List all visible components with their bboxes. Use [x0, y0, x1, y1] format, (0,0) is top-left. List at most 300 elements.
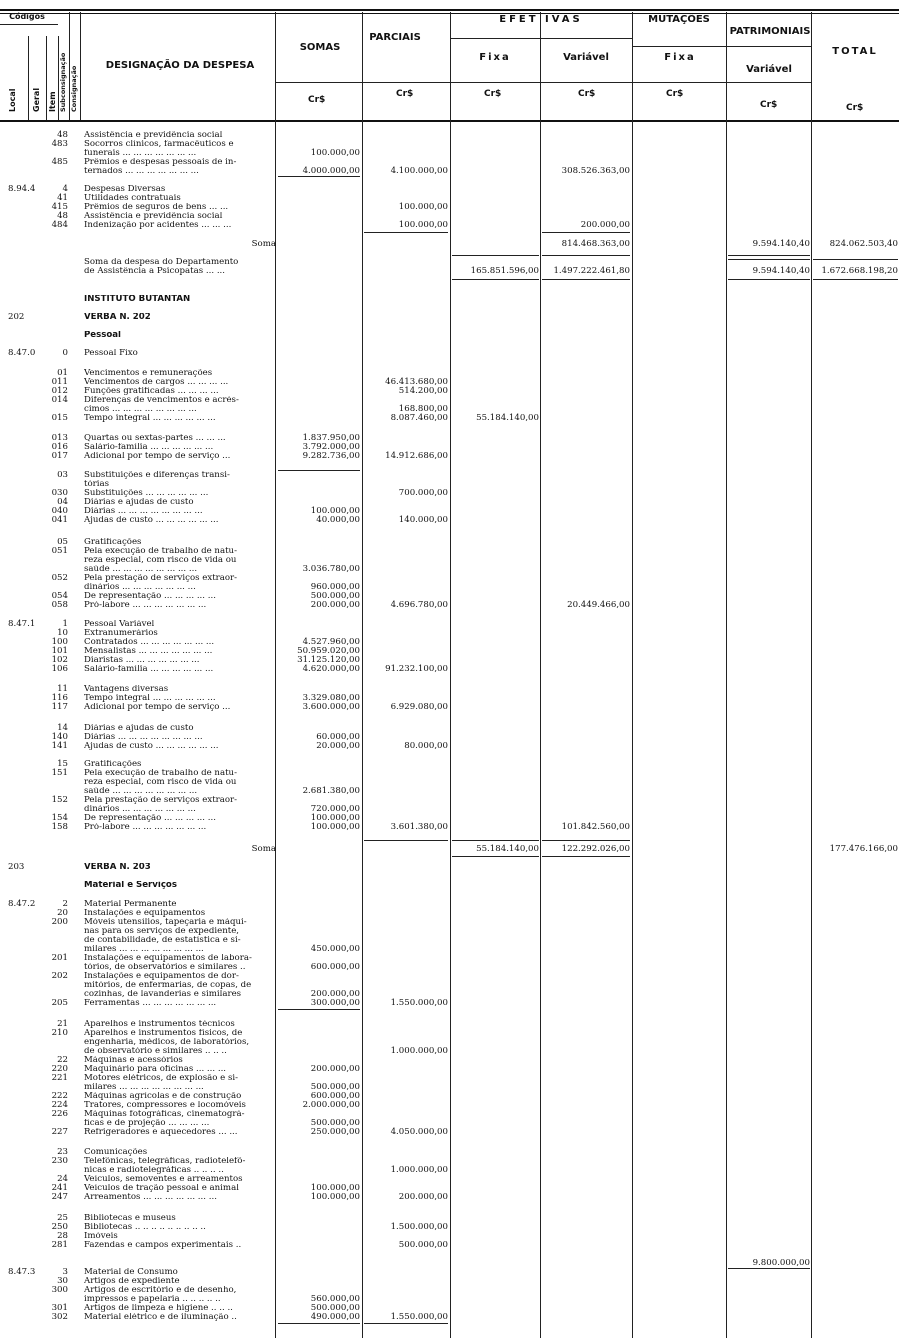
table-row	[0, 480, 899, 489]
description: Diárias ... ... ... ... ... ... ... ...	[84, 733, 203, 742]
code-item: 415	[51, 202, 68, 212]
mutacoes-header: MUTAÇÕES	[648, 14, 710, 25]
table-row	[0, 140, 899, 149]
description: dinários ... ... ... ... ... ... ...	[84, 583, 196, 592]
table-row	[0, 405, 899, 414]
code-item: 226	[51, 1109, 68, 1119]
code-item: 11	[57, 684, 68, 694]
description: Pela prestação de serviços extraor-	[84, 796, 238, 805]
code-item: 21	[57, 1019, 68, 1029]
description: reza especial, com risco de vida ou	[84, 778, 237, 787]
value-parciais: 200.000,00	[398, 1192, 448, 1202]
code-item: 116	[51, 693, 68, 703]
description: Diárias e ajudas de custo	[84, 724, 194, 733]
table-row	[0, 629, 899, 638]
description: Ajudas de custo ... ... ... ... ... ...	[84, 516, 219, 525]
code-item: 41	[57, 193, 68, 203]
subtotal-rule	[542, 840, 630, 841]
table-row	[0, 1065, 899, 1074]
efet-variavel-header: Variável	[563, 52, 609, 63]
table-row	[0, 805, 899, 814]
table-row	[0, 149, 899, 158]
code-item: 24	[57, 1174, 68, 1184]
code-item: 2	[62, 899, 68, 909]
value-efetiva-variavel: 200.000,00	[580, 220, 630, 230]
description: de contabilidade, de estatística e si-	[84, 936, 241, 945]
code-item: 484	[51, 220, 68, 230]
description: de Assistência a Psicopatas ... ...	[84, 267, 226, 276]
table-row	[0, 1193, 899, 1202]
value-efetiva-fixa: 165.851.596,00	[470, 266, 539, 276]
description: Refrigeradores e aquecedores ... ...	[84, 1128, 238, 1137]
table-row	[0, 295, 899, 304]
description: Pessoal	[84, 331, 122, 340]
code-item: 281	[51, 1240, 68, 1250]
description: Quartas ou sextas-partes ... ... ...	[84, 434, 226, 443]
code-col-line	[80, 12, 81, 120]
code-item: 013	[51, 433, 68, 443]
value-mutacao-variavel: 9.594.140,40	[752, 266, 810, 276]
table-row	[0, 918, 899, 927]
code-item: 210	[51, 1028, 68, 1038]
patrimoniais-header: PATRIMONIAIS	[729, 26, 811, 37]
code-item: 485	[51, 157, 68, 167]
description: saúde ... ... ... ... ... ... ... ...	[84, 787, 198, 796]
table-row	[0, 927, 899, 936]
cod-subconsignacao: Subconsignação	[59, 52, 67, 112]
table-row	[0, 733, 899, 742]
somas-header: SOMAS	[299, 42, 341, 53]
currency-parciais: Cr$	[396, 89, 414, 99]
description: Arreamentos ... ... ... ... ... ... ...	[84, 1193, 217, 1202]
description: INSTITUTO BUTANTAN	[84, 295, 191, 304]
value-mutacao-variavel: 9.800.000,00	[752, 1258, 810, 1268]
description: Adicional por tempo de serviço ...	[84, 703, 231, 712]
code-item: 201	[51, 953, 68, 963]
total-header: TOTAL	[832, 46, 878, 57]
subtotal-rule	[364, 840, 448, 841]
table-row	[0, 167, 899, 176]
value-somas: 3.792.000,00	[302, 442, 360, 452]
table-row	[0, 1029, 899, 1038]
value-somas: 4.620.000,00	[302, 664, 360, 674]
description: Salário-família ... ... ... ... ... ...	[84, 665, 214, 674]
value-parciais: 168.800,00	[398, 404, 448, 414]
description: Artigos de limpeza e higiene .. .. ..	[84, 1304, 233, 1313]
subtotal-rule	[452, 255, 539, 256]
description: Despesas Diversas	[84, 185, 166, 194]
table-row	[0, 1277, 899, 1286]
table-row	[0, 1313, 899, 1322]
table-row	[0, 331, 899, 340]
table-row	[0, 1157, 899, 1166]
table-row	[0, 349, 899, 358]
cod-item: Item	[48, 91, 57, 112]
description: Pela prestação de serviços extraor-	[84, 574, 238, 583]
value-parciais: 6.929.080,00	[390, 702, 448, 712]
description: De representação ... ... ... ... ...	[84, 814, 216, 823]
code-item: 220	[51, 1064, 68, 1074]
subtotal-rule	[278, 176, 360, 177]
code-item: 03	[57, 470, 68, 480]
value-total: 177.476.166,00	[829, 844, 898, 854]
description: Pessoal Variável	[84, 620, 155, 629]
description: cimos ... ... ... ... ... ... ... ...	[84, 405, 197, 414]
code-item: 227	[51, 1127, 68, 1137]
table-row	[0, 760, 899, 769]
description: Vencimentos e remunerações	[84, 369, 213, 378]
table-row	[0, 694, 899, 703]
table-row	[0, 194, 899, 203]
code-item: 011	[51, 377, 68, 387]
table-row	[0, 267, 899, 276]
code-item: 22	[57, 1055, 68, 1065]
code-item: 01	[57, 368, 68, 378]
code-item: 250	[51, 1222, 68, 1232]
value-somas: 500.000,00	[310, 591, 360, 601]
codigos-rule	[0, 24, 58, 25]
description: Indenização por acidentes ... ... ...	[84, 221, 232, 230]
description: Diferenças de vencimentos e acrés-	[84, 396, 239, 405]
description: milares ... ... ... ... ... ... ... ...	[84, 945, 204, 954]
code-item: 300	[51, 1285, 68, 1295]
top-rule	[0, 9, 899, 11]
subtotal-rule	[542, 255, 630, 256]
currency-rule	[451, 82, 811, 83]
description: impressos e papelaria .. .. .. .. ..	[84, 1295, 221, 1304]
description: Mensalistas ... ... ... ... ... ... ...	[84, 647, 213, 656]
table-row	[0, 656, 899, 665]
description: Soma	[251, 845, 276, 854]
table-row	[0, 592, 899, 601]
code-item: 012	[51, 386, 68, 396]
efetivas-rule	[451, 38, 632, 39]
description: Aparelhos e instrumentos físicos, de	[84, 1029, 243, 1038]
description: mitórios, de enfermarias, de copas, de	[84, 981, 252, 990]
table-row	[0, 778, 899, 787]
code-local: 8.47.1	[8, 619, 36, 629]
description: Gratificações	[84, 538, 142, 547]
description: Tempo integral ... ... ... ... ... ...	[84, 414, 216, 423]
subtotal-rule	[364, 232, 448, 233]
mut-fixa-header: Fixa	[664, 52, 696, 63]
description: Comunicações	[84, 1148, 148, 1157]
table-row	[0, 396, 899, 405]
description: de observatório e similares .. .. ..	[84, 1047, 227, 1056]
efetivas-header: EFET IVAS	[499, 14, 583, 25]
value-somas: 200.000,00	[310, 989, 360, 999]
code-item: 10	[57, 628, 68, 638]
value-somas: 720.000,00	[310, 804, 360, 814]
code-item: 04	[57, 497, 68, 507]
table-row	[0, 387, 899, 396]
code-item: 14	[57, 723, 68, 733]
table-row	[0, 981, 899, 990]
table-row	[0, 1148, 899, 1157]
table-row	[0, 900, 899, 909]
table-row	[0, 945, 899, 954]
code-local: 202	[8, 312, 25, 322]
value-efetiva-variavel: 122.292.026,00	[561, 844, 630, 854]
value-parciais: 700.000,00	[398, 488, 448, 498]
code-item: 141	[51, 741, 68, 751]
code-item: 140	[51, 732, 68, 742]
description: Diárias ... ... ... ... ... ... ... ...	[84, 507, 203, 516]
subtotal-rule	[542, 232, 630, 233]
subtotal-rule	[728, 1268, 810, 1269]
code-item: 241	[51, 1183, 68, 1193]
description: Prêmios de seguros de bens ... ...	[84, 203, 229, 212]
description: Motores elétricos, de explosão e si-	[84, 1074, 239, 1083]
value-mutacao-variavel: 9.594.140,40	[752, 239, 810, 249]
description: Vencimentos de cargos ... ... ... ...	[84, 378, 229, 387]
description: Pró-labore ... ... ... ... ... ... ...	[84, 601, 207, 610]
value-somas: 1.837.950,00	[302, 433, 360, 443]
code-item: 48	[57, 130, 68, 140]
value-parciais: 514.200,00	[398, 386, 448, 396]
value-somas: 100.000,00	[310, 813, 360, 823]
value-somas: 600.000,00	[310, 962, 360, 972]
description: Utilidades contratuais	[84, 194, 181, 203]
description: Artigos de escritório e de desenho,	[84, 1286, 237, 1295]
value-parciais: 8.087.460,00	[390, 413, 448, 423]
code-item: 106	[51, 664, 68, 674]
parciais-rule	[276, 82, 450, 83]
description: Máquinas agrícolas e de construção	[84, 1092, 242, 1101]
mut-variavel-header: Variável	[746, 64, 792, 75]
cod-geral: Geral	[32, 87, 41, 112]
value-total: 824.062.503,40	[829, 239, 898, 249]
table-row	[0, 1223, 899, 1232]
code-item: 202	[51, 971, 68, 981]
currency-efet-variavel: Cr$	[578, 89, 596, 99]
table-row	[0, 203, 899, 212]
description: Soma	[251, 240, 276, 249]
table-row	[0, 814, 899, 823]
table-row	[0, 565, 899, 574]
code-item: 224	[51, 1100, 68, 1110]
value-efetiva-variavel: 20.449.466,00	[567, 600, 630, 610]
description: Máquinas fotográficas, cinematográ-	[84, 1110, 245, 1119]
description: Extranumerários	[84, 629, 158, 638]
description: VERBA N. 202	[84, 313, 151, 322]
code-local: 8.47.3	[8, 1267, 36, 1277]
description: Adicional por tempo de serviço ...	[84, 452, 231, 461]
table-row	[0, 369, 899, 378]
code-item: 247	[51, 1192, 68, 1202]
description: Tempo integral ... ... ... ... ... ...	[84, 694, 216, 703]
value-parciais: 1.000.000,00	[390, 1165, 448, 1175]
code-item: 15	[57, 759, 68, 769]
description: tórios, de observatórios e similares ..	[84, 963, 246, 972]
value-somas: 100.000,00	[310, 506, 360, 516]
table-row	[0, 1074, 899, 1083]
value-somas: 4.000.000,00	[302, 166, 360, 176]
table-row	[0, 647, 899, 656]
code-item: 200	[51, 917, 68, 927]
description: Veículos de tração pessoal e animal	[84, 1184, 239, 1193]
code-item: 3	[62, 1267, 68, 1277]
table-row	[0, 769, 899, 778]
description: milares ... ... ... ... ... ... ... ...	[84, 1083, 204, 1092]
table-row	[0, 1232, 899, 1241]
code-item: 222	[51, 1091, 68, 1101]
subtotal-rule	[542, 279, 630, 280]
value-parciais: 3.601.380,00	[390, 822, 448, 832]
table-row	[0, 881, 899, 890]
value-somas: 100.000,00	[310, 822, 360, 832]
description: Pró-labore ... ... ... ... ... ... ...	[84, 823, 207, 832]
table-row	[0, 556, 899, 565]
value-parciais: 1.500.000,00	[390, 1222, 448, 1232]
description: Material e Serviços	[84, 881, 177, 890]
description: Ferramentas ... ... ... ... ... ... ...	[84, 999, 217, 1008]
table-row	[0, 665, 899, 674]
description: Assistência e previdência social	[84, 212, 223, 221]
table-row	[0, 963, 899, 972]
table-row	[0, 498, 899, 507]
table-row	[0, 909, 899, 918]
value-parciais: 4.050.000,00	[390, 1127, 448, 1137]
table-row	[0, 823, 899, 832]
description: Substituições ... ... ... ... ... ...	[84, 489, 209, 498]
subtotal-rule	[364, 1323, 448, 1324]
code-item: 483	[51, 139, 68, 149]
table-row	[0, 516, 899, 525]
value-somas: 40.000,00	[316, 515, 360, 525]
table-row	[0, 1110, 899, 1119]
table-row	[0, 443, 899, 452]
table-row	[0, 452, 899, 461]
table-row	[0, 434, 899, 443]
description: cozinhas, de lavanderias e similares	[84, 990, 242, 999]
parciais-header: PARCIAIS	[369, 32, 421, 43]
efet-fixa-header: Fixa	[479, 52, 511, 63]
description: Socorros clínicos, farmacêuticos e	[84, 140, 234, 149]
code-item: 016	[51, 442, 68, 452]
codigos-label: Códigos	[9, 12, 45, 21]
code-item: 28	[57, 1231, 68, 1241]
code-item: 158	[51, 822, 68, 832]
code-col-line	[46, 36, 47, 120]
description: Instalações e equipamentos de labora-	[84, 954, 252, 963]
value-efetiva-variavel: 1.497.222.461,80	[553, 266, 630, 276]
value-somas: 3.600.000,00	[302, 702, 360, 712]
value-somas: 200.000,00	[310, 1064, 360, 1074]
value-parciais: 4.696.780,00	[390, 600, 448, 610]
description: nas para os serviços de expediente,	[84, 927, 240, 936]
code-item: 301	[51, 1303, 68, 1313]
subtotal-rule	[452, 840, 539, 841]
code-item: 25	[57, 1213, 68, 1223]
code-local: 8.47.0	[8, 348, 36, 358]
table-row	[0, 1083, 899, 1092]
currency-somas: Cr$	[308, 95, 326, 105]
code-item: 015	[51, 413, 68, 423]
cod-local: Local	[8, 88, 17, 112]
table-row	[0, 1214, 899, 1223]
table-row	[0, 240, 899, 249]
code-item: 030	[51, 488, 68, 498]
description: Bibliotecas .. .. .. .. .. .. .. .. ..	[84, 1223, 206, 1232]
table-row	[0, 1259, 899, 1268]
table-row	[0, 583, 899, 592]
table-row	[0, 1056, 899, 1065]
description: Maquinário para oficinas ... ... ...	[84, 1065, 227, 1074]
description: Tratores, compressores e locomóveis	[84, 1101, 246, 1110]
value-somas: 200.000,00	[310, 600, 360, 610]
value-somas: 450.000,00	[310, 944, 360, 954]
table-row	[0, 471, 899, 480]
subtotal-rule	[278, 1009, 360, 1010]
table-row	[0, 185, 899, 194]
description: Diaristas ... ... ... ... ... ... ...	[84, 656, 200, 665]
description: nicas e radiotelegráficas .. .. .. ..	[84, 1166, 224, 1175]
code-item: 100	[51, 637, 68, 647]
code-item: 1	[62, 619, 68, 629]
table-row	[0, 1268, 899, 1277]
value-parciais: 140.000,00	[398, 515, 448, 525]
value-somas: 100.000,00	[310, 148, 360, 158]
value-somas: 50.959.020,00	[297, 646, 360, 656]
description: Móveis utensílios, tapeçaria e máqui-	[84, 918, 247, 927]
code-item: 30	[57, 1276, 68, 1286]
code-item: 4	[62, 184, 68, 194]
table-row	[0, 990, 899, 999]
code-local: 203	[8, 862, 25, 872]
table-row	[0, 936, 899, 945]
value-somas: 500.000,00	[310, 1118, 360, 1128]
description: dinários ... ... ... ... ... ... ...	[84, 805, 196, 814]
description: Soma da despesa do Departamento	[84, 258, 239, 267]
mutacoes-rule	[633, 46, 811, 47]
table-row	[0, 313, 899, 322]
table-row	[0, 845, 899, 854]
code-item: 058	[51, 600, 68, 610]
code-local: 8.94.4	[8, 184, 36, 194]
table-row	[0, 538, 899, 547]
subtotal-rule	[728, 255, 810, 256]
table-row	[0, 1119, 899, 1128]
description: Diárias e ajudas de custo	[84, 498, 194, 507]
table-row	[0, 638, 899, 647]
description: funerais ... ... ... ... ... ... ...	[84, 149, 197, 158]
description: Bibliotecas e museus	[84, 1214, 176, 1223]
table-row	[0, 1038, 899, 1047]
code-item: 05	[57, 537, 68, 547]
table-row	[0, 489, 899, 498]
table-row	[0, 1241, 899, 1250]
table-row	[0, 1184, 899, 1193]
value-efetiva-fixa: 55.184.140,00	[476, 844, 539, 854]
code-item: 23	[57, 1147, 68, 1157]
value-somas: 60.000,00	[316, 732, 360, 742]
description: Pela execução de trabalho de natu-	[84, 769, 237, 778]
description: ternados ... ... ... ... ... ... ...	[84, 167, 199, 176]
value-parciais: 100.000,00	[398, 220, 448, 230]
code-item: 151	[51, 768, 68, 778]
value-somas: 490.000,00	[310, 1312, 360, 1322]
table-row	[0, 1092, 899, 1101]
code-item: 117	[51, 702, 68, 712]
table-row	[0, 574, 899, 583]
value-somas: 250.000,00	[310, 1127, 360, 1137]
description: Instalações e equipamentos de dor-	[84, 972, 239, 981]
table-row	[0, 999, 899, 1008]
description: tórias	[84, 480, 110, 489]
table-row	[0, 1175, 899, 1184]
description: Pela execução de trabalho de natu-	[84, 547, 237, 556]
